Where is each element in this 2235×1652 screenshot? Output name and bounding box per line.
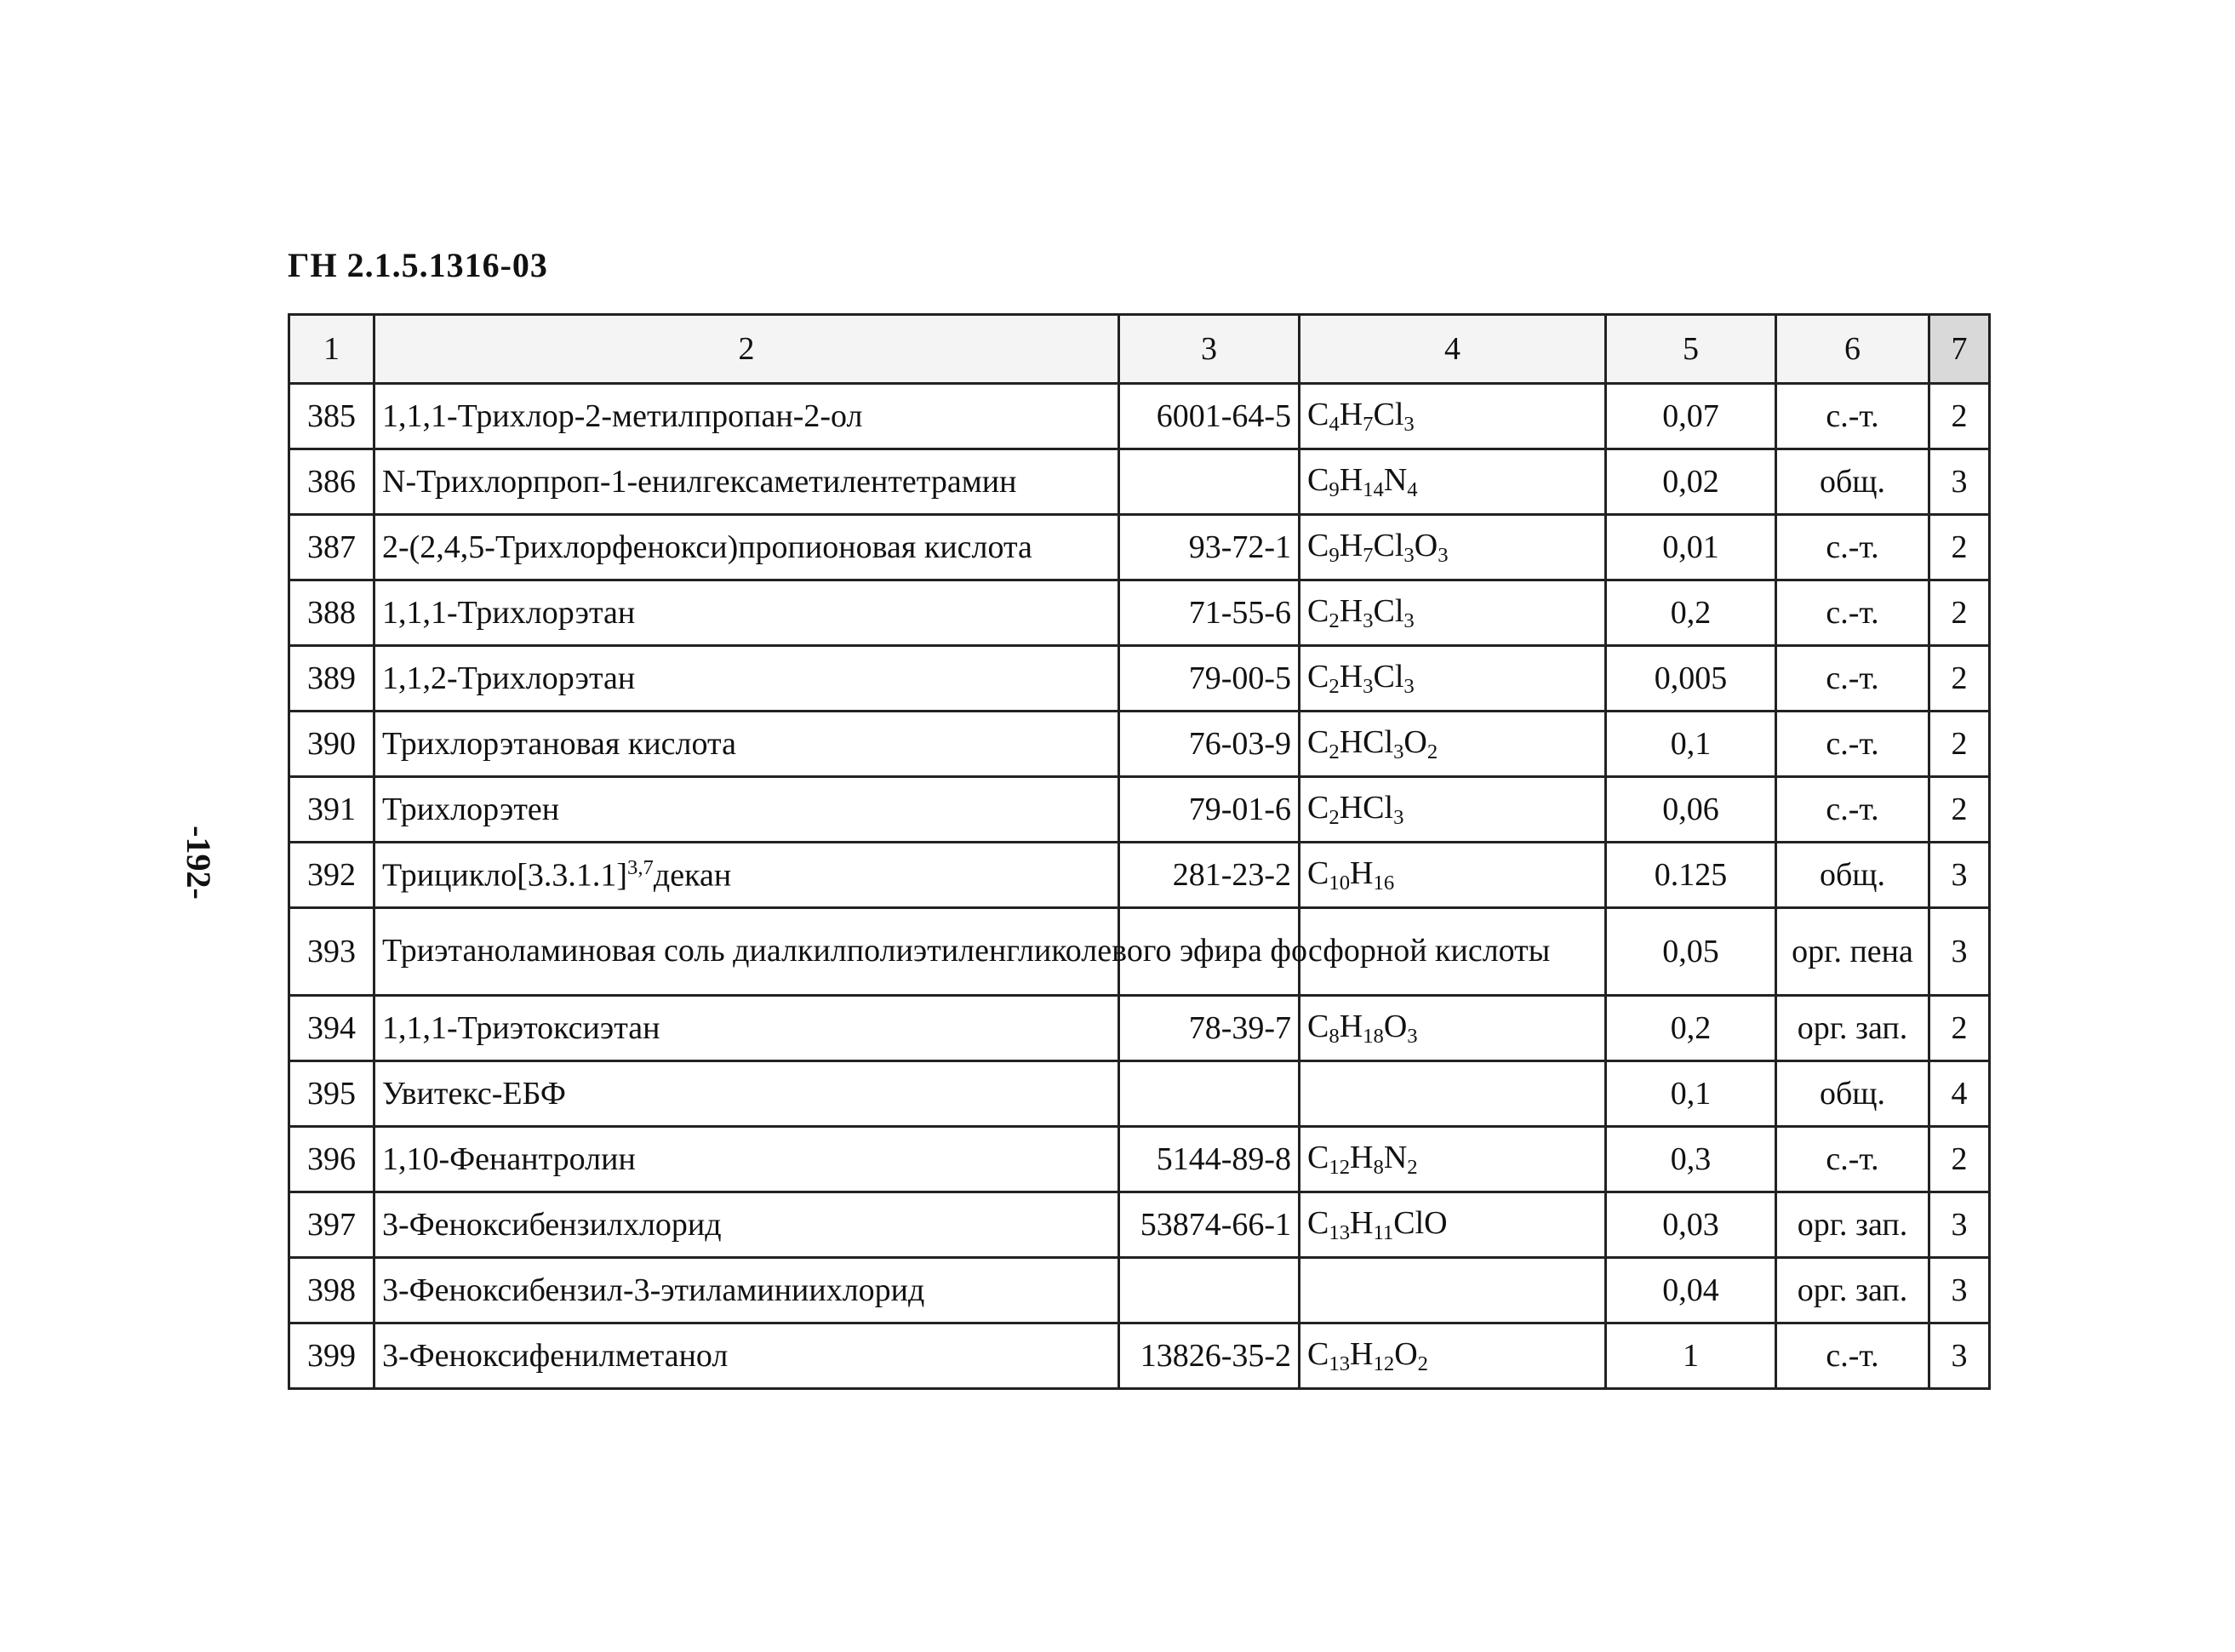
limit-value: 0,03 — [1606, 1192, 1776, 1258]
row-number: 387 — [289, 515, 374, 580]
chemical-formula: $C_2H_3Cl_3$ — [1300, 646, 1606, 712]
hazard-sign: с.-т. — [1776, 712, 1929, 777]
limit-value: 0,2 — [1606, 996, 1776, 1061]
table-row — [289, 449, 1990, 515]
cas-number: 71-55-6 — [1119, 580, 1300, 646]
hazard-class: 2 — [1929, 1127, 1990, 1192]
hazard-sign: с.-т. — [1776, 580, 1929, 646]
limit-value: 0,02 — [1606, 449, 1776, 515]
chemical-formula: $C_2HCl_3O_2$ — [1300, 712, 1606, 777]
table-row — [289, 777, 1990, 843]
hazard-sign: с.-т. — [1776, 384, 1929, 449]
table-row — [289, 580, 1990, 646]
row-number: 395 — [289, 1061, 374, 1127]
limit-value: 0,05 — [1606, 908, 1776, 996]
limit-value: 0,3 — [1606, 1127, 1776, 1192]
table-row — [289, 1061, 1990, 1127]
cas-number — [1119, 1061, 1300, 1127]
table-row — [289, 1127, 1990, 1192]
column-header: 6 — [1776, 315, 1929, 384]
hazard-class: 2 — [1929, 515, 1990, 580]
hazard-class: 4 — [1929, 1061, 1990, 1127]
hazard-class: 2 — [1929, 384, 1990, 449]
substance-name: Увитекс-ЕБФ — [374, 1061, 1119, 1127]
row-number: 397 — [289, 1192, 374, 1258]
hazard-class: 3 — [1929, 1258, 1990, 1323]
cas-number — [1119, 1258, 1300, 1323]
table-row — [289, 996, 1990, 1061]
limit-value: 0,06 — [1606, 777, 1776, 843]
table-body — [289, 384, 1990, 1389]
hazard-sign: с.-т. — [1776, 1323, 1929, 1389]
hazard-class: 2 — [1929, 777, 1990, 843]
limit-value: 1 — [1606, 1323, 1776, 1389]
column-header: 5 — [1606, 315, 1776, 384]
row-number: 391 — [289, 777, 374, 843]
column-header: 7 — [1929, 315, 1990, 384]
limit-value: 0,04 — [1606, 1258, 1776, 1323]
limit-value: 0.125 — [1606, 843, 1776, 908]
limit-value: 0,1 — [1606, 1061, 1776, 1127]
substance-name: 1,1,1-Триэтоксиэтан — [374, 996, 1119, 1061]
column-header: 2 — [374, 315, 1119, 384]
substances-table — [288, 313, 1991, 1390]
table-header-row — [289, 315, 1990, 384]
table-row — [289, 1192, 1990, 1258]
row-number: 390 — [289, 712, 374, 777]
row-number: 399 — [289, 1323, 374, 1389]
substance-name: 1,10-Фенантролин — [374, 1127, 1119, 1192]
substance-name: 3-Феноксифенилметанол — [374, 1323, 1119, 1389]
hazard-class: 3 — [1929, 1192, 1990, 1258]
substance-name: 1,1,1-Трихлорэтан — [374, 580, 1119, 646]
substance-name: 3-Феноксибензил-3-этиламиниихлорид — [374, 1258, 1119, 1323]
cas-number: 13826-35-2 — [1119, 1323, 1300, 1389]
hazard-sign: с.-т. — [1776, 515, 1929, 580]
cas-number: 5144-89-8 — [1119, 1127, 1300, 1192]
hazard-class: 3 — [1929, 908, 1990, 996]
substance-name: Трихлорэтен — [374, 777, 1119, 843]
limit-value: 0,2 — [1606, 580, 1776, 646]
substance-name: 1,1,2-Трихлорэтан — [374, 646, 1119, 712]
hazard-class: 2 — [1929, 580, 1990, 646]
chemical-formula: $C_{13}H_{12}O_2$ — [1300, 1323, 1606, 1389]
row-number: 394 — [289, 996, 374, 1061]
row-number: 396 — [289, 1127, 374, 1192]
row-number: 393 — [289, 908, 374, 996]
chemical-formula: $C_{13}H_{11}ClO$ — [1300, 1192, 1606, 1258]
chemical-formula: $C_8H_{18}O_3$ — [1300, 996, 1606, 1061]
hazard-sign: орг. зап. — [1776, 1258, 1929, 1323]
chemical-formula: $C_9H_7Cl_3O_3$ — [1300, 515, 1606, 580]
hazard-sign: общ. — [1776, 843, 1929, 908]
limit-value: 0,005 — [1606, 646, 1776, 712]
cas-number: 79-01-6 — [1119, 777, 1300, 843]
hazard-class: 2 — [1929, 646, 1990, 712]
row-number: 389 — [289, 646, 374, 712]
hazard-class: 2 — [1929, 996, 1990, 1061]
hazard-class: 3 — [1929, 449, 1990, 515]
row-number: 398 — [289, 1258, 374, 1323]
chemical-formula: $C_{10}H_{16}$ — [1300, 843, 1606, 908]
cas-number: 53874-66-1 — [1119, 1192, 1300, 1258]
table-row — [289, 515, 1990, 580]
table-row — [289, 1323, 1990, 1389]
column-header: 1 — [289, 315, 374, 384]
page-number: -192- — [179, 826, 218, 900]
hazard-sign: орг. зап. — [1776, 996, 1929, 1061]
chemical-formula: $C_{12}H_8N_2$ — [1300, 1127, 1606, 1192]
chemical-formula: $C_9H_{14}N_4$ — [1300, 449, 1606, 515]
hazard-sign: с.-т. — [1776, 1127, 1929, 1192]
cas-number: 76-03-9 — [1119, 712, 1300, 777]
substance-name: $Трицикло[3.3.1.1]^{3,7}декан$ — [374, 843, 1119, 908]
table-row — [289, 646, 1990, 712]
table-row — [289, 843, 1990, 908]
hazard-sign: орг. пена — [1776, 908, 1929, 996]
cas-number — [1119, 449, 1300, 515]
cas-number: 93-72-1 — [1119, 515, 1300, 580]
row-number: 392 — [289, 843, 374, 908]
hazard-class: 3 — [1929, 1323, 1990, 1389]
chemical-formula: $C_2H_3Cl_3$ — [1300, 580, 1606, 646]
table-row — [289, 1258, 1990, 1323]
row-number: 385 — [289, 384, 374, 449]
hazard-class: 3 — [1929, 843, 1990, 908]
column-header: 3 — [1119, 315, 1300, 384]
chemical-formula — [1300, 1258, 1606, 1323]
limit-value: 0,1 — [1606, 712, 1776, 777]
cas-number: 79-00-5 — [1119, 646, 1300, 712]
cas-number: 6001-64-5 — [1119, 384, 1300, 449]
cas-number: 281-23-2 — [1119, 843, 1300, 908]
substance-name: N-Трихлорпроп-1-енилгексаметилентетрамин — [374, 449, 1119, 515]
row-number: 388 — [289, 580, 374, 646]
limit-value: 0,01 — [1606, 515, 1776, 580]
hazard-sign: орг. зап. — [1776, 1192, 1929, 1258]
document-header: ГН 2.1.5.1316-03 — [288, 246, 548, 284]
substance-name: 3-Феноксибензилхлорид — [374, 1192, 1119, 1258]
row-number: 386 — [289, 449, 374, 515]
table-row — [289, 908, 1990, 996]
hazard-sign: с.-т. — [1776, 646, 1929, 712]
table-row — [289, 384, 1990, 449]
column-header: 4 — [1300, 315, 1606, 384]
substance-name: 1,1,1-Трихлор-2-метилпропан-2-ол — [374, 384, 1119, 449]
hazard-sign: с.-т. — [1776, 777, 1929, 843]
chemical-formula: $C_4H_7Cl_3$ — [1300, 384, 1606, 449]
cas-number: 78-39-7 — [1119, 996, 1300, 1061]
hazard-class: 2 — [1929, 712, 1990, 777]
substance-name: Трихлорэтановая кислота — [374, 712, 1119, 777]
chemical-formula: $C_2HCl_3$ — [1300, 777, 1606, 843]
chemical-formula — [1300, 1061, 1606, 1127]
hazard-sign: общ. — [1776, 1061, 1929, 1127]
hazard-sign: общ. — [1776, 449, 1929, 515]
table-row — [289, 712, 1990, 777]
limit-value: 0,07 — [1606, 384, 1776, 449]
substance-name: Триэтаноламиновая соль диалкилполиэтиленгликолевого эфира фосфорной кислоты — [374, 908, 1119, 996]
substance-name: 2-(2,4,5-Трихлорфенокси)пропионовая кислота — [374, 515, 1119, 580]
